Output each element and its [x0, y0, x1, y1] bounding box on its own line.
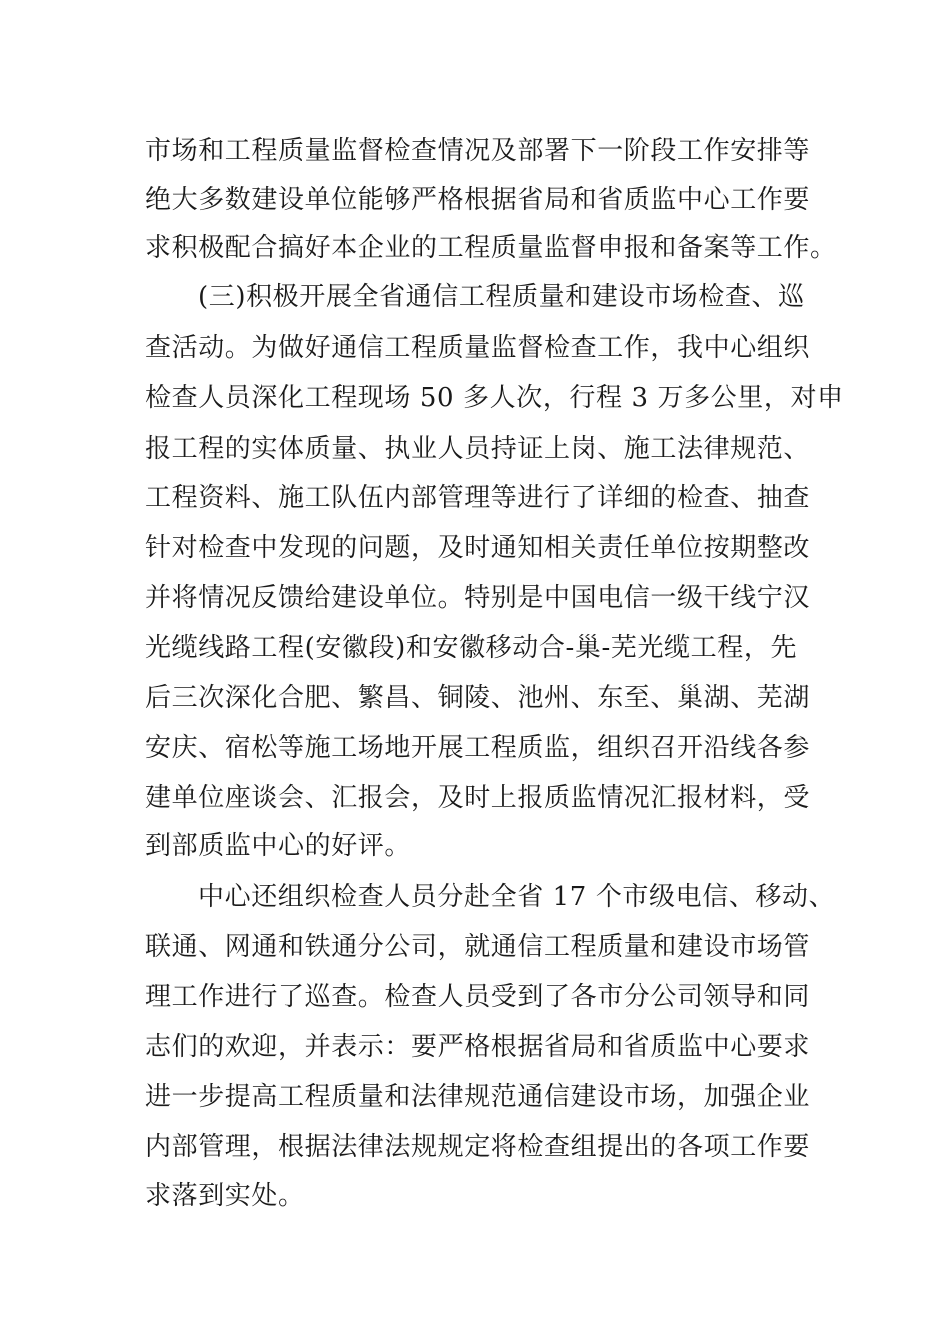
text-line: 并将情况反馈给建设单位。特别是中国电信一级干线宁汉 — [145, 583, 811, 613]
text-line: 内部管理，根据法律法规规定将检查组提出的各项工作要 — [145, 1132, 811, 1162]
text-line: 求积极配合搞好本企业的工程质量监督申报和备案等工作。 — [145, 233, 837, 263]
paragraph-start: 中心还组织检查人员分赴全省 17 个市级电信、移动、 — [198, 882, 836, 912]
text-line: 检查人员深化工程现场 50 多人次，行程 3 万多公里，对申 — [145, 383, 844, 413]
text-line: 到部质监中心的好评。 — [145, 831, 412, 861]
text-line: 联通、网通和铁通分公司，就通信工程质量和建设市场管 — [145, 932, 811, 962]
text-line: 安庆、宿松等施工场地开展工程质监，组织召开沿线各参 — [145, 733, 811, 763]
text-line: 求落到实处。 — [145, 1181, 305, 1211]
text-line: 后三次深化合肥、繁昌、铜陵、池州、东至、巢湖、芜湖 — [145, 683, 811, 713]
text-line: 报工程的实体质量、执业人员持证上岗、施工法律规范、 — [145, 434, 811, 464]
text-line: 志们的欢迎，并表示：要严格根据省局和省质监中心要求 — [145, 1032, 811, 1062]
paragraph-heading: (三)积极开展全省通信工程质量和建设市场检查、巡 — [198, 282, 805, 312]
text-line: 市场和工程质量监督检查情况及部署下一阶段工作安排等 — [145, 136, 811, 166]
text-line: 进一步提高工程质量和法律规范通信建设市场，加强企业 — [145, 1082, 811, 1112]
text-line: 工程资料、施工队伍内部管理等进行了详细的检查、抽查 — [145, 483, 811, 513]
text-line: 查活动。为做好通信工程质量监督检查工作，我中心组织 — [145, 333, 811, 363]
text-line: 建单位座谈会、汇报会，及时上报质监情况汇报材料，受 — [145, 783, 811, 813]
text-line: 绝大多数建设单位能够严格根据省局和省质监中心工作要 — [145, 185, 811, 215]
text-line: 光缆线路工程(安徽段)和安徽移动合-巢-芜光缆工程，先 — [145, 633, 798, 663]
text-line: 针对检查中发现的问题，及时通知相关责任单位按期整改 — [145, 533, 811, 563]
text-line: 理工作进行了巡查。检查人员受到了各市分公司领导和同 — [145, 982, 811, 1012]
